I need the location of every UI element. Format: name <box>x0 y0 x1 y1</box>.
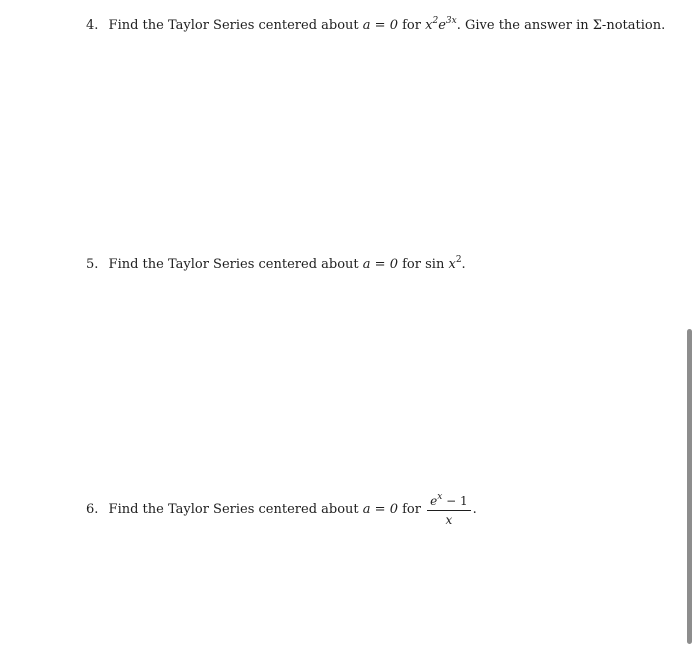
function-exponent-2: 3x <box>445 16 457 26</box>
fraction-numerator <box>427 494 471 511</box>
center-expression: a = 0 <box>362 257 398 272</box>
numerator-e: e <box>430 494 438 508</box>
problem-text: Find the Taylor Series centered about <box>108 257 359 272</box>
problem-number: 6. <box>86 502 99 517</box>
center-expression: a = 0 <box>362 18 398 33</box>
for-word: for <box>402 18 421 33</box>
function-var: x <box>448 257 456 272</box>
fraction-denominator: x <box>445 513 453 527</box>
numerator-rest: − 1 <box>442 494 468 508</box>
for-word: for <box>402 502 421 517</box>
function-name: sin <box>425 257 445 272</box>
center-expression: a = 0 <box>362 502 398 517</box>
function-expression <box>425 18 457 33</box>
problem-text: Find the Taylor Series centered about <box>108 502 359 517</box>
problem-number: 5. <box>86 257 99 272</box>
problem-text-after: . <box>461 257 466 272</box>
function-expression <box>425 257 461 272</box>
numerator-exponent: x <box>437 492 443 502</box>
problem-6 <box>86 493 477 526</box>
function-e: e <box>438 18 446 33</box>
function-exponent: 2 <box>432 16 439 26</box>
for-word: for <box>402 257 421 272</box>
problem-text-after: . <box>472 502 477 517</box>
problem-5 <box>86 257 466 273</box>
problem-text-after: . Give the answer in Σ-notation. <box>456 18 666 33</box>
function-base: x <box>425 18 433 33</box>
vertical-scrollbar[interactable] <box>687 329 692 644</box>
fraction <box>427 494 471 527</box>
function-exponent: 2 <box>455 255 462 265</box>
problem-4 <box>86 18 665 34</box>
problem-number: 4. <box>86 18 99 33</box>
problem-text: Find the Taylor Series centered about <box>108 18 359 33</box>
